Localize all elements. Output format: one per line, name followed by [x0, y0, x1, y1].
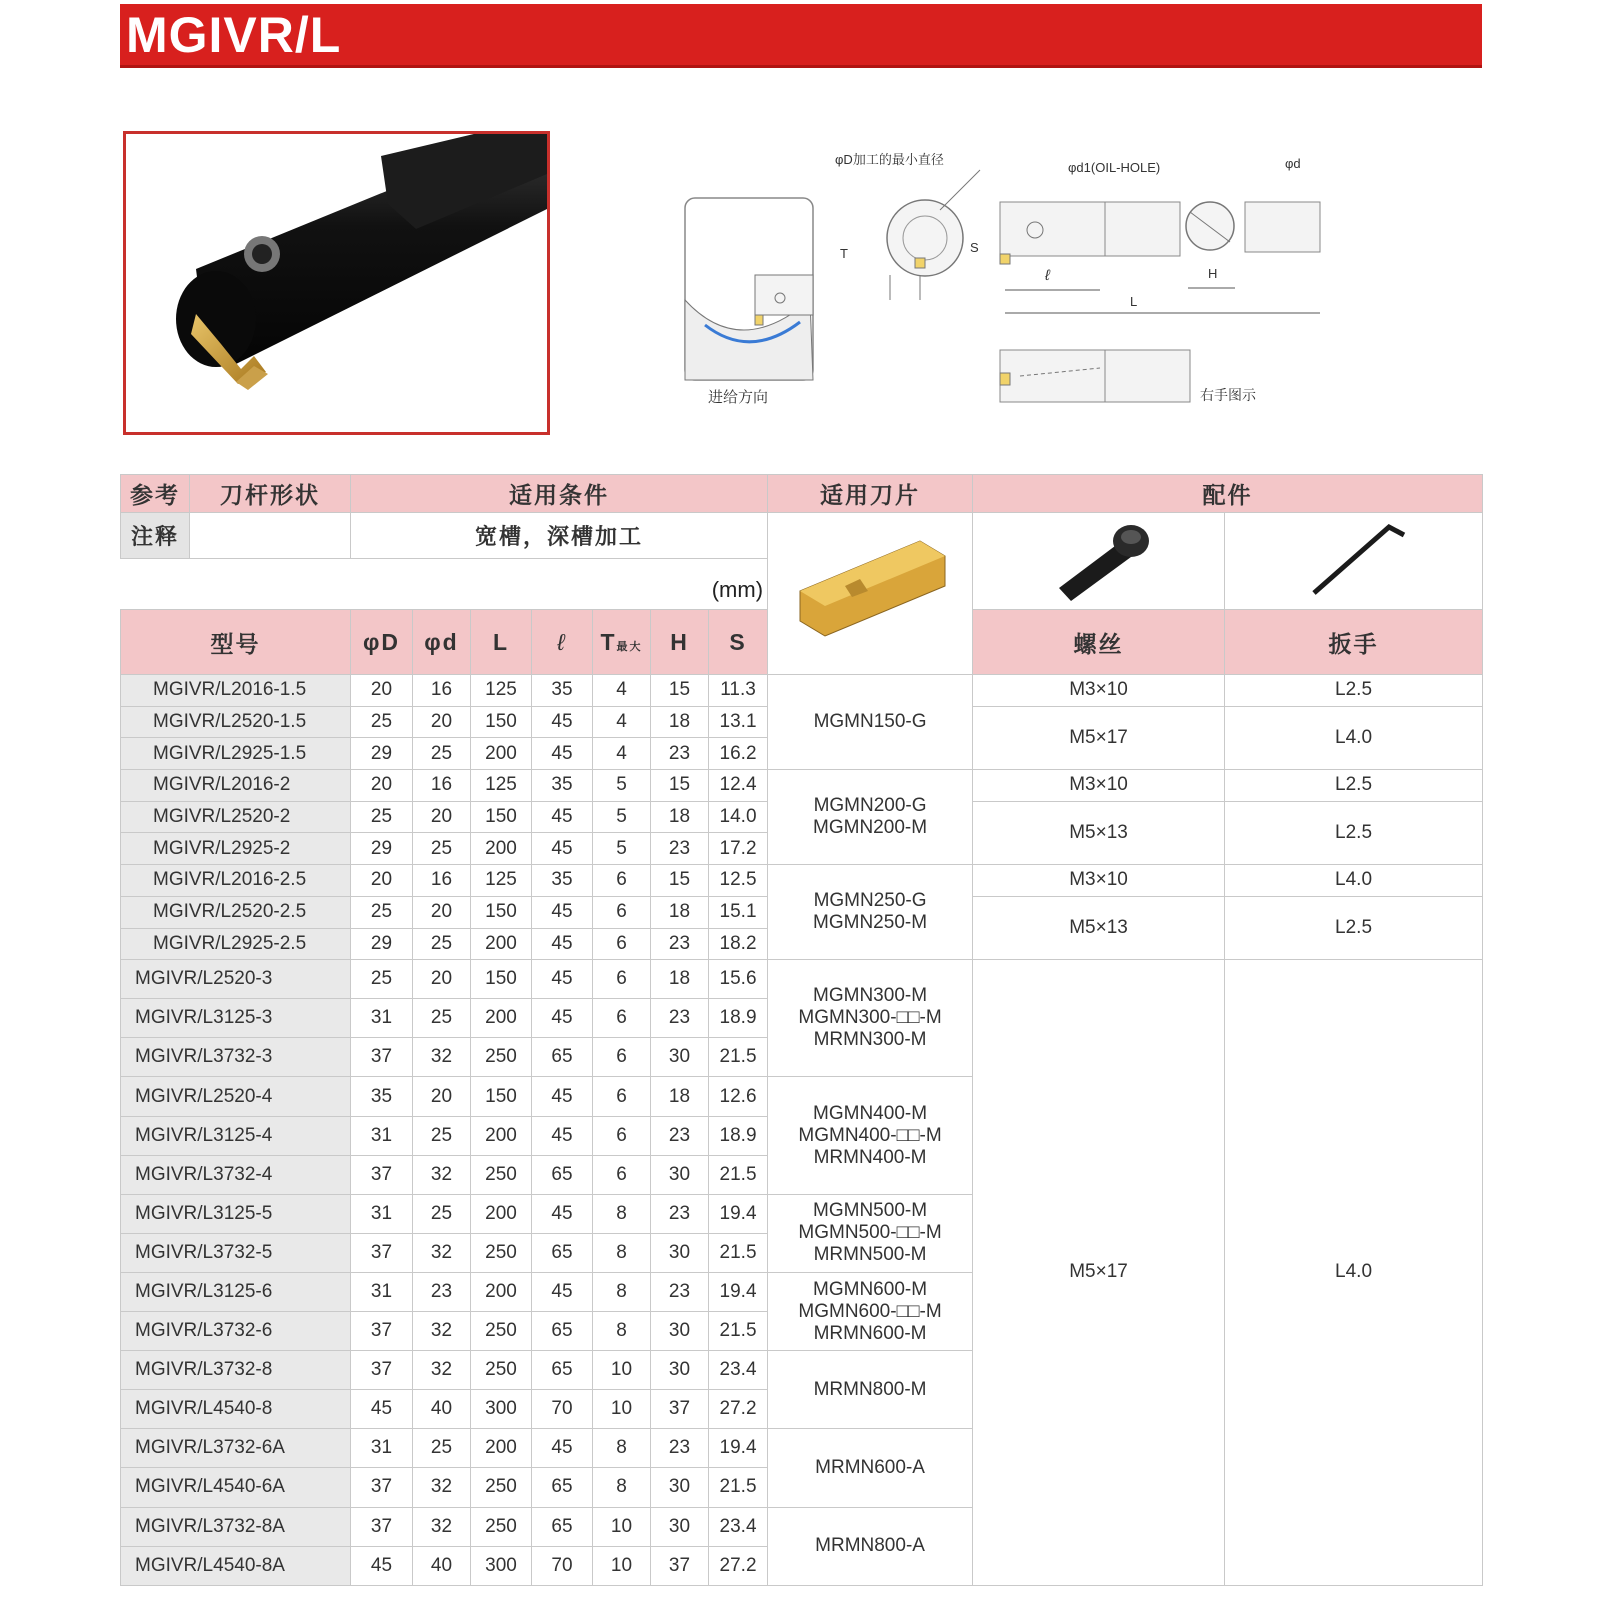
model-cell: MGIVR/L3732-3: [121, 1038, 351, 1077]
dim-cell-H: 30: [651, 1507, 709, 1546]
wrench-icon: [1294, 513, 1414, 603]
dim-cell-H: 23: [651, 1194, 709, 1233]
dim-cell-S: 21.5: [709, 1233, 768, 1272]
dim-cell-D: 29: [351, 738, 413, 770]
dim-cell-L: 200: [471, 1429, 532, 1468]
svg-text:H: H: [1208, 266, 1218, 281]
model-cell: MGIVR/L2016-1.5: [121, 675, 351, 707]
dim-cell-d: 20: [413, 960, 471, 999]
model-cell: MGIVR/L3125-3: [121, 999, 351, 1038]
dim-cell-D: 25: [351, 706, 413, 738]
dim-cell-S: 27.2: [709, 1546, 768, 1585]
dim-cell-L: 125: [471, 865, 532, 897]
dim-cell-d: 25: [413, 928, 471, 960]
dim-cell-T: 4: [593, 738, 651, 770]
dim-cell-d: 20: [413, 1077, 471, 1116]
dim-cell-H: 15: [651, 770, 709, 802]
insert-image-cell: [768, 513, 973, 675]
dim-cell-S: 16.2: [709, 738, 768, 770]
dim-cell-L: 300: [471, 1546, 532, 1585]
dim-cell-D: 29: [351, 833, 413, 865]
dim-cell-H: 30: [651, 1312, 709, 1351]
dim-cell-l: 65: [532, 1233, 593, 1272]
dim-cell-L: 300: [471, 1390, 532, 1429]
dim-cell-D: 37: [351, 1038, 413, 1077]
dim-cell-D: 31: [351, 1194, 413, 1233]
dim-cell-T: 4: [593, 706, 651, 738]
insert-code: MGMN600-M: [813, 1278, 928, 1300]
dim-cell-H: 15: [651, 675, 709, 707]
dim-cell-D: 31: [351, 1116, 413, 1155]
dim-cell-L: 150: [471, 706, 532, 738]
dim-cell-L: 250: [471, 1351, 532, 1390]
dim-cell-T: 8: [593, 1194, 651, 1233]
dim-cell-S: 19.4: [709, 1429, 768, 1468]
insert-cell: [768, 865, 973, 960]
dim-cell-S: 19.4: [709, 1194, 768, 1233]
dim-cell-H: 23: [651, 1116, 709, 1155]
dim-cell-T: 5: [593, 833, 651, 865]
dim-cell-H: 23: [651, 928, 709, 960]
dim-cell-d: 25: [413, 738, 471, 770]
svg-text:ℓ: ℓ: [1045, 267, 1050, 284]
dim-cell-d: 32: [413, 1312, 471, 1351]
dim-cell-L: 125: [471, 675, 532, 707]
dim-cell-T: 8: [593, 1312, 651, 1351]
dim-cell-L: 200: [471, 928, 532, 960]
dim-cell-T: 8: [593, 1468, 651, 1507]
dim-cell-D: 31: [351, 999, 413, 1038]
dim-cell-H: 30: [651, 1038, 709, 1077]
insert-cell: [768, 1194, 973, 1272]
dim-cell-S: 21.5: [709, 1038, 768, 1077]
dim-cell-T: 6: [593, 1155, 651, 1194]
svg-text:T: T: [840, 246, 848, 261]
col-screw: 螺丝: [973, 610, 1225, 675]
dim-cell-l: 70: [532, 1546, 593, 1585]
screw-cell: M3×10: [973, 770, 1225, 802]
model-cell: MGIVR/L3732-6: [121, 1312, 351, 1351]
col-phid: φd: [413, 610, 471, 675]
wrench-cell: L4.0: [1225, 960, 1483, 1586]
svg-text:L: L: [1130, 294, 1138, 309]
dim-cell-L: 200: [471, 1272, 532, 1311]
dim-cell-l: 35: [532, 770, 593, 802]
dim-cell-L: 150: [471, 960, 532, 999]
model-cell: MGIVR/L3732-8A: [121, 1507, 351, 1546]
dim-cell-d: 25: [413, 833, 471, 865]
dim-cell-l: 45: [532, 896, 593, 928]
insert-code: MGMN400-□□-M: [798, 1124, 942, 1146]
model-cell: MGIVR/L3732-8: [121, 1351, 351, 1390]
dim-cell-l: 65: [532, 1468, 593, 1507]
table-row: [121, 865, 1483, 897]
insert-code: MRMN800-A: [815, 1535, 925, 1557]
insert-code: MRMN800-M: [813, 1378, 927, 1400]
dim-cell-D: 37: [351, 1507, 413, 1546]
col-l: ℓ: [532, 610, 593, 675]
dim-cell-L: 125: [471, 770, 532, 802]
dim-cell-l: 65: [532, 1155, 593, 1194]
dim-cell-H: 37: [651, 1546, 709, 1585]
end-view-diagram: [835, 152, 980, 300]
insert-code: MGMN400-M: [813, 1102, 928, 1124]
dim-cell-d: 20: [413, 896, 471, 928]
col-H: H: [651, 610, 709, 675]
dim-cell-L: 200: [471, 738, 532, 770]
dim-cell-S: 18.2: [709, 928, 768, 960]
insert-code: MGMN600-□□-M: [798, 1300, 942, 1322]
dim-cell-D: 31: [351, 1429, 413, 1468]
insert-cell: [768, 1429, 973, 1507]
screw-image-cell: [973, 513, 1225, 610]
col-S: S: [709, 610, 768, 675]
dim-cell-S: 21.5: [709, 1468, 768, 1507]
accessories-header: 配件: [973, 475, 1483, 513]
dim-cell-H: 23: [651, 999, 709, 1038]
dim-cell-D: 35: [351, 1077, 413, 1116]
model-cell: MGIVR/L2925-2.5: [121, 928, 351, 960]
dim-cell-D: 37: [351, 1233, 413, 1272]
dim-cell-d: 32: [413, 1038, 471, 1077]
screw-cell: M5×13: [973, 801, 1225, 864]
screw-icon: [1039, 513, 1159, 603]
insert-code: MGMN500-M: [813, 1200, 928, 1222]
insert-cell: [768, 675, 973, 770]
model-cell: MGIVR/L3732-5: [121, 1233, 351, 1272]
wrench-cell: L4.0: [1225, 706, 1483, 769]
model-cell: MGIVR/L3125-5: [121, 1194, 351, 1233]
side-view-diagram: [970, 156, 1320, 313]
table-row: [121, 960, 1483, 999]
svg-text:φd: φd: [1285, 156, 1301, 171]
dim-cell-H: 18: [651, 1077, 709, 1116]
dim-cell-T: 8: [593, 1233, 651, 1272]
insert-code: MGMN300-M: [813, 985, 928, 1007]
dim-cell-l: 65: [532, 1507, 593, 1546]
feed-direction-label: 进给方向: [708, 389, 769, 406]
dim-cell-d: 32: [413, 1507, 471, 1546]
dim-cell-D: 37: [351, 1351, 413, 1390]
dim-cell-D: 25: [351, 896, 413, 928]
dim-cell-l: 35: [532, 675, 593, 707]
dim-cell-l: 45: [532, 1194, 593, 1233]
model-cell: MGIVR/L2520-4: [121, 1077, 351, 1116]
dim-cell-L: 200: [471, 833, 532, 865]
dim-cell-S: 18.9: [709, 1116, 768, 1155]
dim-cell-T: 6: [593, 1077, 651, 1116]
dim-cell-d: 16: [413, 770, 471, 802]
model-cell: MGIVR/L2520-3: [121, 960, 351, 999]
model-cell: MGIVR/L2016-2.5: [121, 865, 351, 897]
svg-text:S: S: [970, 240, 979, 255]
dim-cell-l: 65: [532, 1038, 593, 1077]
table-row: [121, 675, 1483, 707]
model-cell: MGIVR/L2520-1.5: [121, 706, 351, 738]
dim-cell-L: 250: [471, 1233, 532, 1272]
insert-cell: [768, 1351, 973, 1429]
col-L: L: [471, 610, 532, 675]
screw-cell: M5×13: [973, 896, 1225, 959]
dim-cell-H: 23: [651, 738, 709, 770]
dim-cell-H: 18: [651, 896, 709, 928]
dim-cell-T: 5: [593, 770, 651, 802]
dim-cell-H: 18: [651, 960, 709, 999]
dim-cell-d: 16: [413, 675, 471, 707]
dim-cell-D: 20: [351, 770, 413, 802]
dim-cell-d: 32: [413, 1155, 471, 1194]
dim-cell-d: 20: [413, 801, 471, 833]
dim-cell-S: 17.2: [709, 833, 768, 865]
dim-cell-S: 23.4: [709, 1351, 768, 1390]
dim-cell-L: 250: [471, 1038, 532, 1077]
dim-cell-L: 200: [471, 999, 532, 1038]
dim-cell-T: 8: [593, 1429, 651, 1468]
dim-cell-S: 15.1: [709, 896, 768, 928]
dim-cell-d: 25: [413, 1116, 471, 1155]
dim-cell-H: 23: [651, 1429, 709, 1468]
dim-cell-H: 15: [651, 865, 709, 897]
dim-cell-T: 6: [593, 928, 651, 960]
dim-cell-T: 6: [593, 1116, 651, 1155]
wrench-cell: L2.5: [1225, 770, 1483, 802]
ref-header: 参考: [121, 475, 190, 513]
dim-cell-L: 200: [471, 1116, 532, 1155]
dim-cell-d: 40: [413, 1546, 471, 1585]
dim-cell-T: 6: [593, 960, 651, 999]
dim-cell-d: 25: [413, 1429, 471, 1468]
dim-cell-S: 15.6: [709, 960, 768, 999]
dim-cell-d: 32: [413, 1351, 471, 1390]
dim-cell-l: 45: [532, 1116, 593, 1155]
col-T: T最大: [593, 610, 651, 675]
shape-cell: [190, 513, 351, 559]
dim-cell-H: 30: [651, 1351, 709, 1390]
insert-cell: [768, 960, 973, 1077]
dim-cell-D: 45: [351, 1390, 413, 1429]
dim-cell-S: 12.5: [709, 865, 768, 897]
unit-label: (mm): [711, 577, 764, 602]
dim-cell-T: 8: [593, 1272, 651, 1311]
wrench-cell: L2.5: [1225, 801, 1483, 864]
dim-cell-D: 20: [351, 675, 413, 707]
dim-cell-D: 29: [351, 928, 413, 960]
spec-table: [120, 474, 1483, 1586]
dim-cell-l: 45: [532, 960, 593, 999]
model-cell: MGIVR/L2925-2: [121, 833, 351, 865]
model-cell: MGIVR/L3125-6: [121, 1272, 351, 1311]
screw-cell: M3×10: [973, 865, 1225, 897]
dim-cell-T: 4: [593, 675, 651, 707]
dim-cell-T: 6: [593, 865, 651, 897]
dim-cell-L: 250: [471, 1468, 532, 1507]
dim-cell-d: 23: [413, 1272, 471, 1311]
dim-cell-H: 23: [651, 1272, 709, 1311]
note-value: 宽槽，深槽加工: [351, 513, 768, 559]
col-wrench: 扳手: [1225, 610, 1483, 675]
dim-cell-L: 250: [471, 1155, 532, 1194]
wrench-cell: L2.5: [1225, 675, 1483, 707]
model-cell: MGIVR/L4540-6A: [121, 1468, 351, 1507]
dim-cell-D: 31: [351, 1272, 413, 1311]
dim-cell-l: 45: [532, 738, 593, 770]
insert-header: 适用刀片: [768, 475, 973, 513]
screw-cell: M3×10: [973, 675, 1225, 707]
dim-cell-d: 40: [413, 1390, 471, 1429]
insert-code: MGMN250-M: [813, 912, 928, 934]
model-cell: MGIVR/L2520-2: [121, 801, 351, 833]
dimension-diagrams: [660, 150, 1360, 430]
insert-code: MRMN500-M: [813, 1244, 927, 1266]
dim-cell-S: 27.2: [709, 1390, 768, 1429]
dim-cell-D: 37: [351, 1312, 413, 1351]
dim-cell-T: 6: [593, 999, 651, 1038]
dim-cell-T: 6: [593, 896, 651, 928]
dim-cell-l: 45: [532, 706, 593, 738]
wrench-image-cell: [1225, 513, 1483, 610]
dim-cell-S: 21.5: [709, 1312, 768, 1351]
dim-cell-L: 150: [471, 801, 532, 833]
dim-cell-H: 23: [651, 833, 709, 865]
insert-code: MGMN150-G: [813, 711, 927, 733]
table-row: [121, 770, 1483, 802]
dim-cell-T: 6: [593, 1038, 651, 1077]
dim-cell-l: 45: [532, 928, 593, 960]
boring-bar-image: [126, 134, 547, 432]
title-bar: [120, 4, 1482, 68]
model-cell: MGIVR/L2520-2.5: [121, 896, 351, 928]
insert-cell: [768, 1077, 973, 1194]
col-phiD: φD: [351, 610, 413, 675]
dim-cell-S: 12.4: [709, 770, 768, 802]
unit-cell: [121, 559, 768, 610]
dim-cell-L: 250: [471, 1507, 532, 1546]
page-title: MGIVR/L: [126, 7, 342, 63]
insert-cell: [768, 1507, 973, 1585]
dim-cell-S: 12.6: [709, 1077, 768, 1116]
svg-text:φd1(OIL-HOLE): φd1(OIL-HOLE): [1068, 160, 1161, 175]
dim-cell-l: 35: [532, 865, 593, 897]
dim-cell-T: 10: [593, 1351, 651, 1390]
model-cell: MGIVR/L4540-8: [121, 1390, 351, 1429]
insert-code: MRMN400-M: [813, 1146, 927, 1168]
dim-cell-S: 13.1: [709, 706, 768, 738]
dim-cell-l: 45: [532, 801, 593, 833]
dim-cell-T: 10: [593, 1390, 651, 1429]
model-cell: MGIVR/L2925-1.5: [121, 738, 351, 770]
wrench-cell: L4.0: [1225, 865, 1483, 897]
tool-photo: [123, 131, 550, 435]
insert-code: MRMN300-M: [813, 1029, 927, 1051]
right-hand-diagram: [1000, 350, 1257, 403]
dim-cell-D: 25: [351, 801, 413, 833]
dim-cell-S: 21.5: [709, 1155, 768, 1194]
dim-cell-T: 10: [593, 1546, 651, 1585]
insert-icon: [780, 531, 960, 651]
dim-cell-T: 5: [593, 801, 651, 833]
insert-code: MRMN600-M: [813, 1322, 927, 1344]
insert-code: MGMN200-M: [813, 817, 928, 839]
dim-cell-l: 45: [532, 833, 593, 865]
dim-cell-D: 25: [351, 960, 413, 999]
dim-cell-l: 65: [532, 1312, 593, 1351]
dim-cell-D: 20: [351, 865, 413, 897]
col-model: 型号: [121, 610, 351, 675]
conditions-header: 适用条件: [351, 475, 768, 513]
dim-cell-d: 20: [413, 706, 471, 738]
dim-cell-L: 150: [471, 1077, 532, 1116]
dim-cell-l: 45: [532, 1272, 593, 1311]
dim-cell-S: 19.4: [709, 1272, 768, 1311]
dim-cell-D: 45: [351, 1546, 413, 1585]
dim-cell-D: 37: [351, 1155, 413, 1194]
dim-cell-D: 37: [351, 1468, 413, 1507]
dim-cell-l: 45: [532, 999, 593, 1038]
model-cell: MGIVR/L3732-6A: [121, 1429, 351, 1468]
note-label: 注释: [121, 513, 190, 559]
dim-cell-d: 32: [413, 1468, 471, 1507]
insert-cell: [768, 770, 973, 865]
dim-cell-H: 30: [651, 1468, 709, 1507]
model-cell: MGIVR/L3732-4: [121, 1155, 351, 1194]
dim-cell-H: 30: [651, 1233, 709, 1272]
dim-cell-L: 200: [471, 1194, 532, 1233]
dim-cell-H: 18: [651, 801, 709, 833]
dim-cell-H: 37: [651, 1390, 709, 1429]
shape-header: 刀杆形状: [190, 475, 351, 513]
insert-code: MGMN200-G: [813, 795, 927, 817]
dim-cell-l: 45: [532, 1429, 593, 1468]
dim-cell-S: 14.0: [709, 801, 768, 833]
svg-text:φD加工的最小直径: φD加工的最小直径: [835, 152, 944, 167]
dim-cell-H: 18: [651, 706, 709, 738]
insert-cell: [768, 1272, 973, 1350]
right-hand-label: 右手图示: [1200, 387, 1256, 403]
dim-cell-S: 18.9: [709, 999, 768, 1038]
screw-cell: M5×17: [973, 706, 1225, 769]
dim-cell-d: 25: [413, 999, 471, 1038]
dim-cell-l: 70: [532, 1390, 593, 1429]
insert-code: MRMN600-A: [815, 1456, 925, 1478]
insert-code: MGMN250-G: [813, 890, 927, 912]
dim-cell-d: 25: [413, 1194, 471, 1233]
dim-cell-l: 45: [532, 1077, 593, 1116]
model-cell: MGIVR/L3125-4: [121, 1116, 351, 1155]
dim-cell-L: 250: [471, 1312, 532, 1351]
dim-cell-H: 30: [651, 1155, 709, 1194]
dim-cell-d: 16: [413, 865, 471, 897]
dim-cell-d: 32: [413, 1233, 471, 1272]
dim-cell-L: 150: [471, 896, 532, 928]
wrench-cell: L2.5: [1225, 896, 1483, 959]
dim-cell-S: 23.4: [709, 1507, 768, 1546]
insert-code: MGMN300-□□-M: [798, 1007, 942, 1029]
model-cell: MGIVR/L2016-2: [121, 770, 351, 802]
feed-direction-diagram: [685, 198, 813, 406]
dim-cell-S: 11.3: [709, 675, 768, 707]
screw-cell: M5×17: [973, 960, 1225, 1586]
dim-cell-l: 65: [532, 1351, 593, 1390]
dim-cell-T: 10: [593, 1507, 651, 1546]
insert-code: MGMN500-□□-M: [798, 1222, 942, 1244]
model-cell: MGIVR/L4540-8A: [121, 1546, 351, 1585]
